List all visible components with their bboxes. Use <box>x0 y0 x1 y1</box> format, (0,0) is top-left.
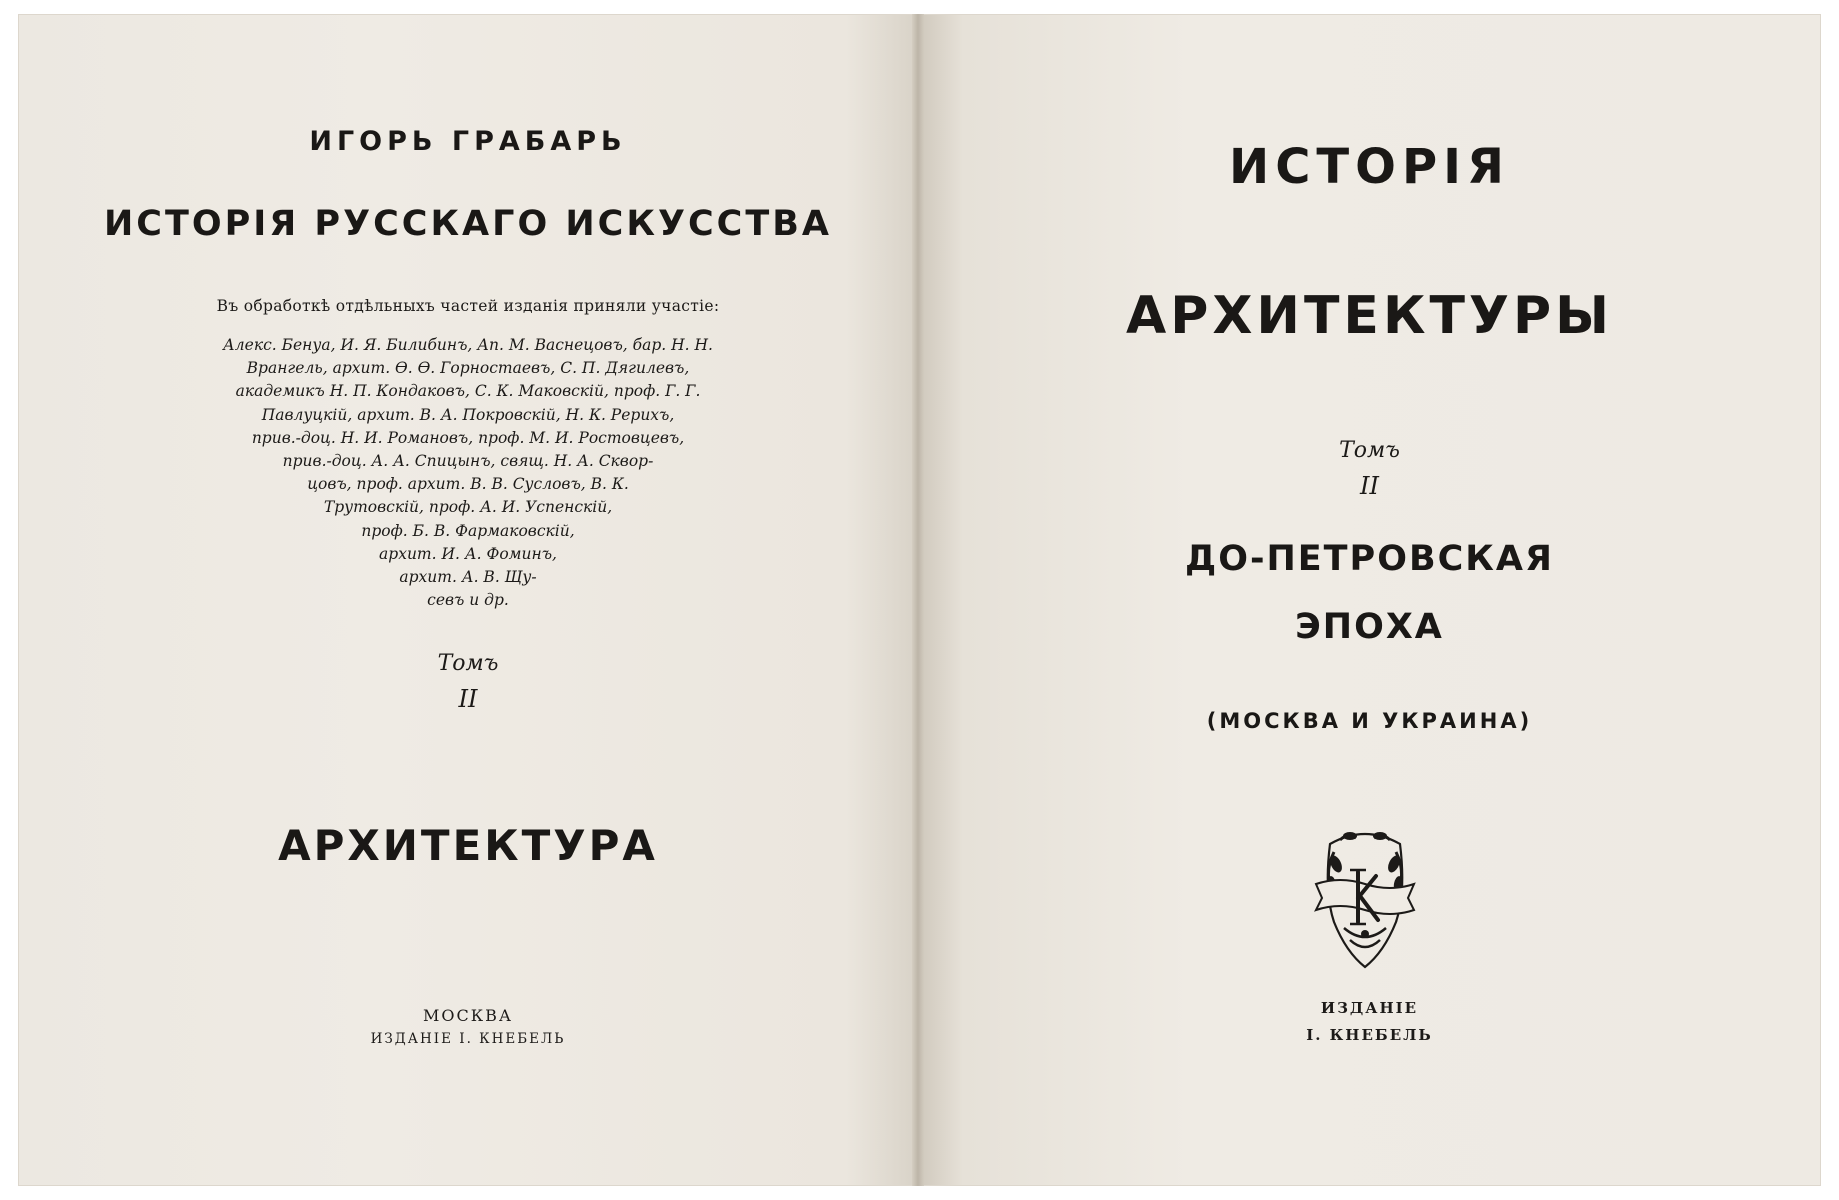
left-page <box>18 14 918 1186</box>
title-line-1: ИСТОРІЯ <box>1229 139 1510 195</box>
contributors-line: Трутовскій, проф. А. И. Успенскій, <box>323 498 613 517</box>
title-line-2: АРХИТЕКТУРЫ <box>1125 286 1613 346</box>
contributors-line: Врангель, архит. Ѳ. Ѳ. Горностаевъ, С. П. Дягилевъ, <box>246 359 690 378</box>
contributors-line: прив.-доц. А. А. Спицынъ, свящ. Н. А. Сквор- <box>282 452 654 471</box>
subtitle: (МОСКВА И УКРАИНА) <box>1206 709 1533 733</box>
section-title: АРХИТЕКТУРА <box>278 821 658 870</box>
book-gutter <box>912 14 924 1186</box>
publisher-monogram-emblem-icon <box>1310 822 1420 972</box>
volume-label: Томъ <box>1339 438 1400 463</box>
contributors-intro: Въ обработкѣ отдѣльныхъ частей изданія приняли участіе: <box>216 297 720 315</box>
contributors-line: цовъ, проф. архит. В. В. Сусловъ, В. К. <box>307 475 629 494</box>
publisher-line: ИЗДАНІЕ І. КНЕБЕЛЬ <box>370 1031 566 1047</box>
contributors-list <box>18 334 918 612</box>
right-page <box>918 14 1821 1186</box>
series-title: ИСТОРІЯ РУССКАГО ИСКУССТВА <box>104 204 832 244</box>
contributors-line: севъ и др. <box>427 591 509 610</box>
contributors-line: прив.-доц. Н. И. Романовъ, проф. М. И. Ростовцевъ, <box>251 428 685 447</box>
publication-city: МОСКВА <box>423 1006 513 1025</box>
epoch-line-2: ЭПОХА <box>1295 607 1444 647</box>
contributors-line: Павлуцкій, архит. В. А. Покровскій, Н. К. Рерихъ, <box>261 405 675 424</box>
contributors-line: проф. Б. В. Фармаковскій, <box>361 521 575 540</box>
contributors-line: академикъ Н. П. Кондаковъ, С. К. Маковскій, проф. Г. Г. <box>235 382 701 401</box>
volume-number: II <box>1360 472 1379 500</box>
imprint-line-2: І. КНЕБЕЛЬ <box>1306 1026 1433 1044</box>
author-name: ИГОРЬ ГРАБАРЬ <box>309 126 627 157</box>
contributors-line: архит. А. В. Щу- <box>399 568 537 587</box>
volume-number: II <box>458 685 478 713</box>
contributors-line: Алекс. Бенуа, И. Я. Билибинъ, Ап. М. Васнецовъ, бар. Н. Н. <box>223 336 713 354</box>
epoch-line-1: ДО-ПЕТРОВСКАЯ <box>1185 539 1554 579</box>
imprint-line-1: ИЗДАНІЕ <box>1320 999 1419 1017</box>
contributors-line: архит. И. А. Фоминъ, <box>379 544 557 563</box>
volume-label: Томъ <box>437 651 499 676</box>
